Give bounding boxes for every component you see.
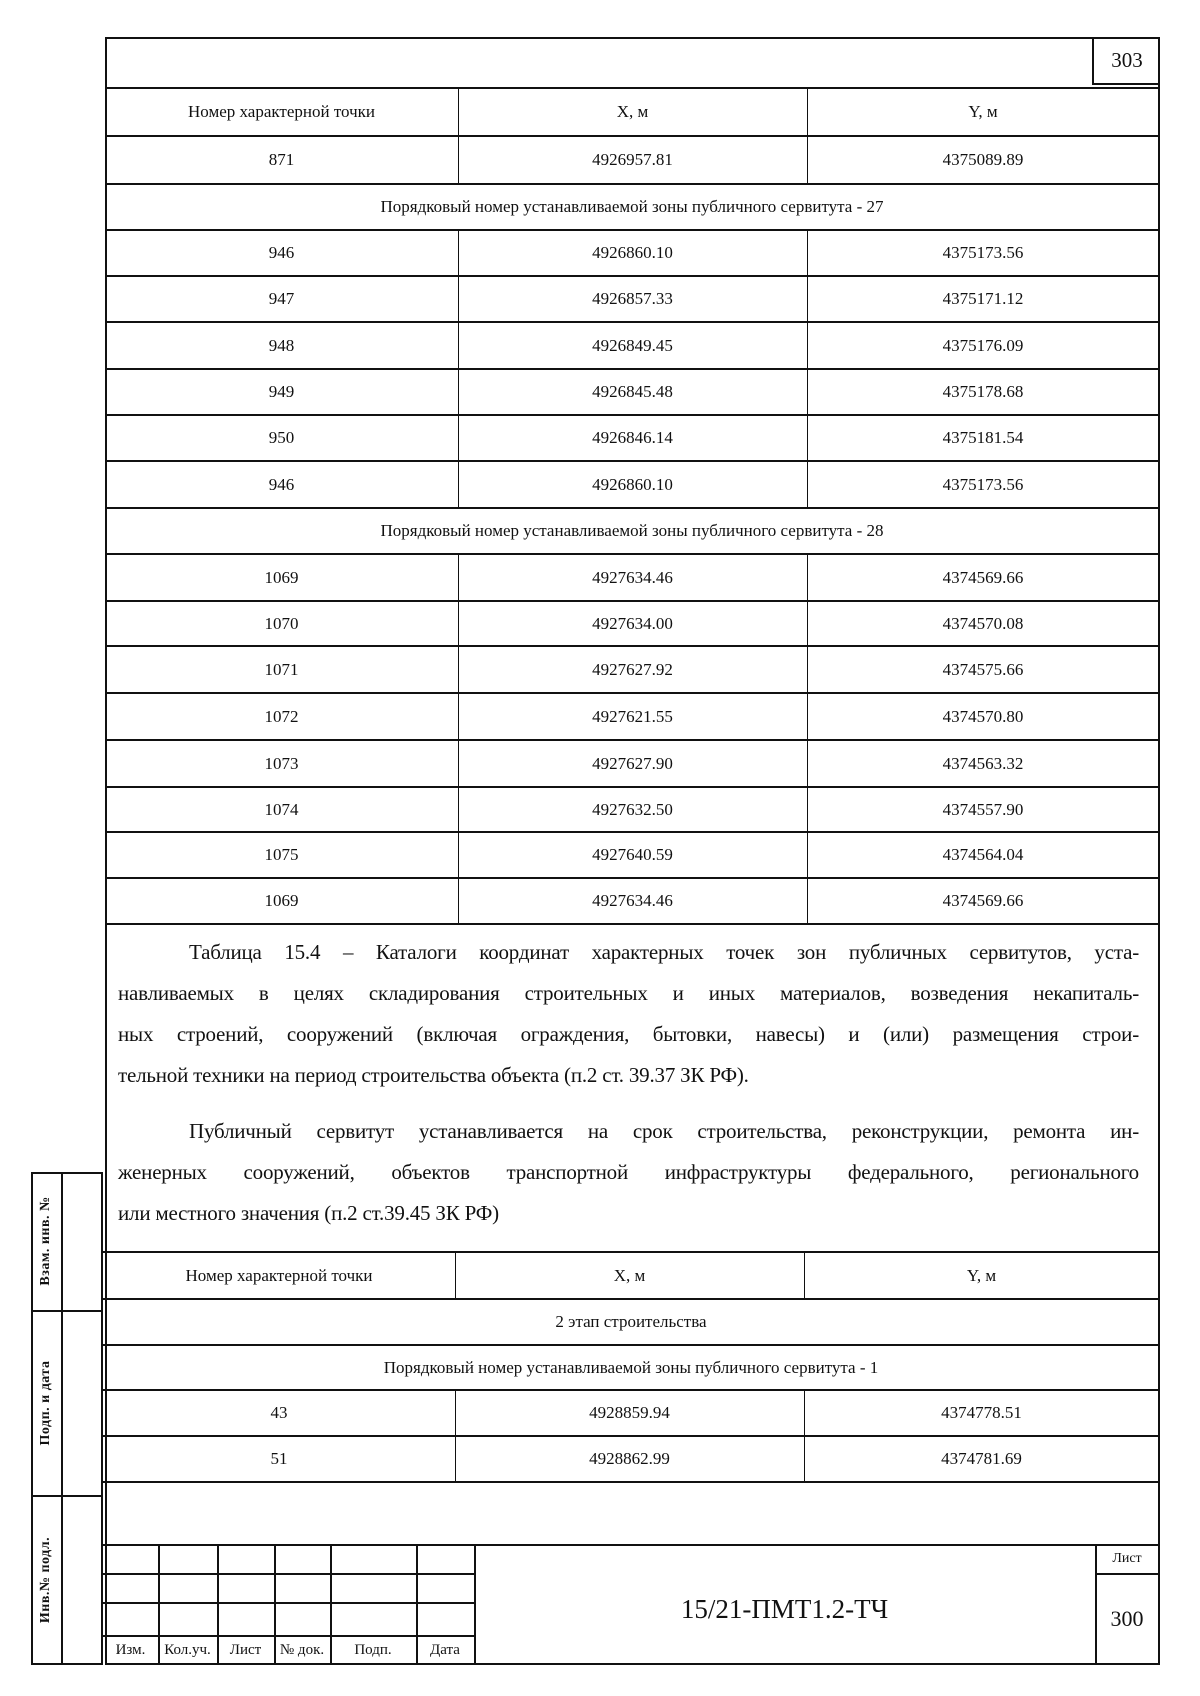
column-divider — [458, 693, 459, 740]
column-divider — [807, 740, 808, 787]
paragraph-line: навливаемых в целях складирования строительных и иных материалов, возведения некапиталь- — [118, 981, 1139, 1005]
y-coordinate-cell: 4375178.68 — [942, 382, 1024, 401]
column-divider — [458, 646, 459, 693]
divider — [103, 1481, 1159, 1483]
point-number-cell: 946 — [268, 474, 295, 494]
title-block-column-label: Подп. — [354, 1641, 392, 1658]
column-divider — [458, 878, 459, 924]
x-coordinate-cell: 4926857.33 — [592, 289, 673, 308]
paragraph-line: или местного значения (п.2 ст.39.45 ЗК РФ) — [118, 1201, 499, 1225]
column-divider — [458, 415, 459, 461]
zone-header-row: Порядковый номер устанавливаемой зоны публичного сервитута - 27 — [380, 197, 884, 216]
column-divider — [458, 601, 459, 646]
point-number-cell: 1073 — [264, 753, 299, 773]
column-divider — [807, 554, 808, 601]
y-coordinate-cell: 4374569.66 — [942, 891, 1024, 910]
paragraph-line: женерных сооружений, объектов транспортной инфраструктуры федерального, регионального — [118, 1160, 1139, 1184]
point-number-cell: 1069 — [264, 891, 299, 910]
divider — [103, 1251, 1159, 1253]
zone-header-row: 2 этап строительства — [555, 1312, 707, 1331]
point-number-cell: 946 — [268, 243, 295, 262]
column-header: Номер характерной точки — [185, 1265, 373, 1285]
column-divider — [807, 276, 808, 322]
side-stamp-label: Взам. инв. № — [38, 1196, 53, 1286]
sheet-number: 300 — [1110, 1606, 1144, 1631]
y-coordinate-cell: 4375173.56 — [942, 243, 1024, 262]
column-divider — [807, 693, 808, 740]
title-block-column-label: Дата — [430, 1641, 460, 1658]
column-divider — [807, 369, 808, 415]
column-divider — [458, 461, 459, 508]
column-divider — [804, 1436, 805, 1482]
divider — [103, 1573, 474, 1575]
y-coordinate-cell: 4374564.04 — [942, 845, 1024, 864]
x-coordinate-cell: 4927634.00 — [592, 613, 673, 633]
column-divider — [458, 276, 459, 322]
column-divider — [807, 878, 808, 924]
column-divider — [458, 832, 459, 878]
point-number-cell: 950 — [268, 428, 295, 447]
column-divider — [458, 787, 459, 832]
x-coordinate-cell: 4926860.10 — [592, 474, 673, 494]
side-stamp-label: Инв.№ подл. — [38, 1536, 53, 1624]
paragraph-line: тельной техники на период строительства объекта (п.2 ст. 39.37 ЗК РФ). — [118, 1063, 749, 1087]
column-divider — [807, 88, 808, 136]
column-divider — [807, 415, 808, 461]
y-coordinate-cell: 4374570.08 — [942, 613, 1024, 633]
point-number-cell: 1071 — [264, 659, 299, 679]
point-number-cell: 1069 — [264, 567, 299, 587]
column-divider — [458, 554, 459, 601]
paragraph-line: ных строений, сооружений (включая ограждения, бытовки, навесы) и (или) размещения строи- — [118, 1022, 1139, 1046]
point-number-cell: 871 — [268, 150, 295, 169]
column-divider — [807, 787, 808, 832]
x-coordinate-cell: 4927634.46 — [592, 567, 673, 587]
point-number-cell: 948 — [268, 335, 295, 355]
column-divider — [458, 369, 459, 415]
column-header: Y, м — [966, 1265, 997, 1285]
column-divider — [807, 461, 808, 508]
x-coordinate-cell: 4928862.99 — [589, 1449, 670, 1468]
column-divider — [807, 646, 808, 693]
x-coordinate-cell: 4926957.81 — [592, 150, 673, 169]
y-coordinate-cell: 4375089.89 — [942, 150, 1024, 169]
zone-header-row: Порядковый номер устанавливаемой зоны публичного сервитута - 1 — [383, 1357, 879, 1377]
column-divider — [458, 136, 459, 184]
column-divider — [458, 322, 459, 369]
column-divider — [807, 601, 808, 646]
y-coordinate-cell: 4375173.56 — [942, 474, 1024, 494]
column-header: Номер характерной точки — [188, 102, 375, 121]
column-header: X, м — [613, 1265, 646, 1285]
column-divider — [807, 136, 808, 184]
column-divider — [807, 230, 808, 276]
y-coordinate-cell: 4374570.80 — [942, 706, 1024, 726]
column-divider — [807, 322, 808, 369]
point-number-cell: 43 — [270, 1403, 288, 1422]
point-number-cell: 1070 — [264, 613, 299, 633]
x-coordinate-cell: 4926846.14 — [592, 428, 673, 447]
y-coordinate-cell: 4375176.09 — [942, 335, 1024, 355]
x-coordinate-cell: 4927621.55 — [592, 706, 673, 726]
y-coordinate-cell: 4374563.32 — [942, 753, 1024, 773]
title-block-column-label: № док. — [279, 1641, 325, 1658]
x-coordinate-cell: 4926849.45 — [592, 335, 673, 355]
column-divider — [458, 88, 459, 136]
y-coordinate-cell: 4374575.66 — [942, 659, 1024, 679]
x-coordinate-cell: 4927627.90 — [592, 753, 673, 773]
y-coordinate-cell: 4375171.12 — [942, 289, 1024, 308]
point-number-cell: 1074 — [264, 799, 299, 819]
paragraph-line: Таблица 15.4 – Каталоги координат характерных точек зон публичных сервитутов, уста- — [189, 940, 1139, 964]
x-coordinate-cell: 4926860.10 — [592, 243, 673, 262]
x-coordinate-cell: 4927640.59 — [592, 845, 673, 864]
document-code: 15/21-ПМТ1.2-ТЧ — [680, 1594, 889, 1624]
title-block-column-label: Лист — [229, 1641, 262, 1658]
column-divider — [804, 1390, 805, 1436]
divider — [61, 1172, 63, 1665]
x-coordinate-cell: 4928859.94 — [589, 1403, 670, 1422]
side-stamp-label: Подп. и дата — [38, 1360, 53, 1445]
column-divider — [807, 832, 808, 878]
y-coordinate-cell: 4374778.51 — [941, 1403, 1022, 1422]
point-number-cell: 947 — [268, 289, 295, 308]
column-divider — [455, 1390, 456, 1436]
y-coordinate-cell: 4374557.90 — [942, 799, 1024, 819]
column-divider — [458, 230, 459, 276]
zone-header-row: Порядковый номер устанавливаемой зоны публичного сервитута - 28 — [380, 521, 884, 540]
column-divider — [455, 1252, 456, 1299]
divider — [103, 1602, 474, 1604]
title-block-column-label: Кол.уч. — [164, 1641, 211, 1658]
x-coordinate-cell: 4927632.50 — [592, 799, 673, 819]
y-coordinate-cell: 4375181.54 — [942, 428, 1024, 447]
column-divider — [455, 1436, 456, 1482]
point-number-cell: 1072 — [264, 706, 299, 726]
column-header: Y, м — [968, 102, 998, 121]
title-block-column-label: Изм. — [115, 1641, 146, 1658]
column-divider — [458, 740, 459, 787]
point-number-cell: 51 — [270, 1449, 288, 1468]
column-header: X, м — [616, 102, 649, 121]
page-top-number: 303 — [1092, 37, 1160, 85]
x-coordinate-cell: 4927627.92 — [592, 659, 673, 679]
sheet-label: Лист — [1112, 1551, 1142, 1566]
point-number-cell: 949 — [268, 382, 295, 401]
x-coordinate-cell: 4926845.48 — [592, 382, 673, 401]
y-coordinate-cell: 4374781.69 — [941, 1449, 1022, 1468]
divider — [31, 1495, 103, 1497]
column-divider — [804, 1252, 805, 1299]
x-coordinate-cell: 4927634.46 — [592, 891, 673, 910]
paragraph-line: Публичный сервитут устанавливается на срок строительства, реконструкции, ремонта ин- — [189, 1119, 1139, 1143]
point-number-cell: 1075 — [264, 845, 299, 864]
y-coordinate-cell: 4374569.66 — [942, 567, 1024, 587]
divider — [105, 923, 1159, 925]
